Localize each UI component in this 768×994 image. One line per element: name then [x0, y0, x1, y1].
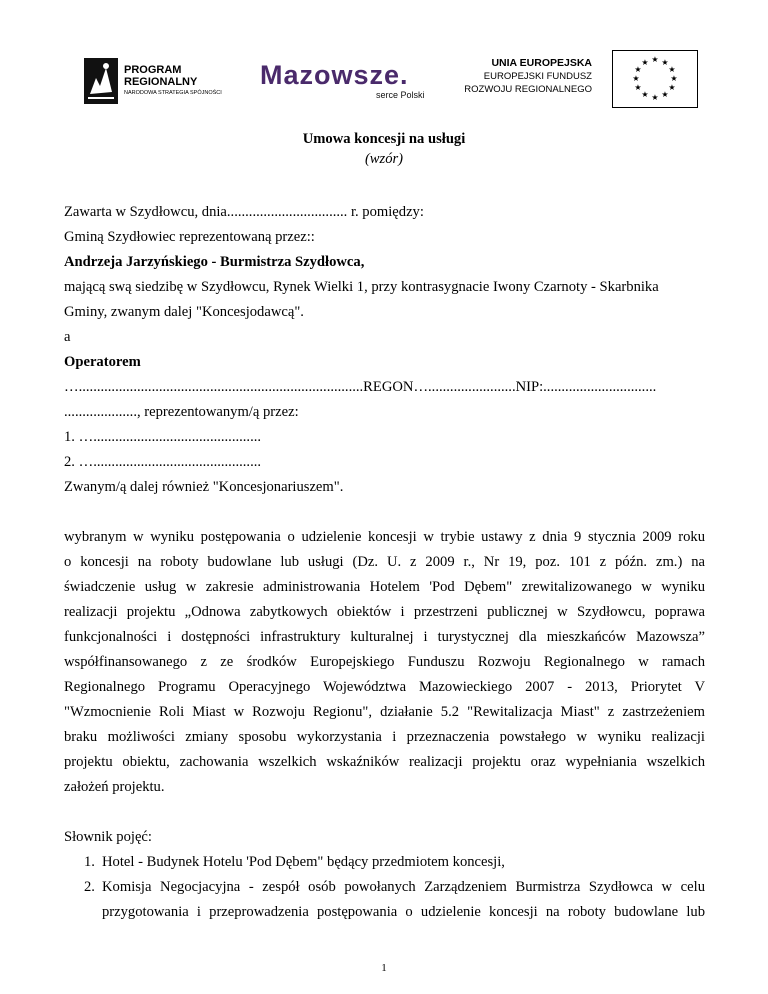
eu-line1: UNIA EUROPEJSKA — [491, 57, 592, 69]
body-line: funkcjonalności i dostępności infrastruktury kulturalnej i turystycznej dla mieszkańców Mazowsza” — [64, 629, 705, 645]
svg-text:★: ★ — [634, 65, 642, 74]
body-line: wybranym w wyniku postępowania o udzielenie koncesji w trybie ustawy z dnia 9 stycznia 2009 roku — [64, 529, 705, 545]
svg-text:★: ★ — [661, 90, 669, 99]
intro-line-10: 1. ….............................................. — [64, 429, 262, 445]
body-line: braku możliwości zmiany sposobu wykorzystania i przeznaczenia powstałego w wyniku realizacji — [64, 729, 705, 745]
glossary-item-number: 2. — [84, 879, 95, 895]
body-line: świadczenie usług w zakresie administrowania Hotelem 'Pod Dębem" zrewitalizowanego w wyniku — [64, 579, 705, 595]
document-title: Umowa koncesji na usługi — [302, 131, 466, 147]
glossary-item-text: przygotowania i przeprowadzenia postępowania o udzielenie koncesji na roboty budowlane lub — [102, 904, 705, 920]
body-line: o koncesji na roboty budowlane lub usługi (Dz. U. z 2009 r., Nr 19, poz. 101 z późn. zm.) na — [64, 554, 705, 570]
intro-line-3: Andrzeja Jarzyńskiego - Burmistrza Szydłowca, — [64, 254, 365, 270]
header-logos — [84, 46, 700, 114]
page-number: 1 — [381, 962, 387, 974]
body-line: "Wzmocnienie Roli Miast w Rozwoju Regionu", działanie 5.2 "Rewitalizacja Miast" z zastrzeżeniem — [64, 704, 705, 720]
eu-text-block — [454, 56, 592, 104]
intro-line-12: Zwanym/ą dalej również "Koncesjonariuszem". — [64, 479, 344, 495]
intro-line-6: a — [64, 329, 71, 345]
svg-text:★: ★ — [632, 74, 640, 83]
svg-text:★: ★ — [651, 93, 659, 102]
program-line3: NARODOWA STRATEGIA SPÓJNOŚCI — [124, 90, 222, 96]
program-regionalny-logo — [84, 58, 234, 104]
svg-text:★: ★ — [651, 55, 659, 64]
eu-line3: ROZWOJU REGIONALNEGO — [464, 84, 592, 95]
intro-line-9: ...................., reprezentowanym/ą przez: — [64, 404, 299, 420]
intro-line-7: Operatorem — [64, 354, 141, 370]
body-line: Regionalnego Programu Operacyjnego Województwa Mazowieckiego 2007 - 2013, Priorytet V — [64, 679, 705, 695]
mazowsze-tagline: serce Polski — [376, 90, 425, 100]
intro-line-2: Gminą Szydłowiec reprezentowaną przez:: — [64, 229, 315, 245]
program-line1: PROGRAM — [124, 64, 182, 76]
svg-text:★: ★ — [641, 58, 649, 67]
eu-line2: EUROPEJSKI FUNDUSZ — [483, 71, 592, 82]
mazowsze-wordmark: Mazowsze. — [260, 60, 409, 90]
glossary-item-number: 1. — [84, 854, 95, 870]
body-line: realizacji projektu „Odnowa zabytkowych obiektów i przestrzeni publicznej w Szydłowcu, poprawa — [64, 604, 705, 620]
svg-text:★: ★ — [670, 74, 678, 83]
program-regionalny-icon — [84, 58, 118, 104]
glossary-item-text: Komisja Negocjacyjna - zespół osób powołanych Zarządzeniem Burmistrza Szydłowca w celu — [102, 879, 705, 895]
glossary-item-text: Hotel - Budynek Hotelu 'Pod Dębem" będący przedmiotem koncesji, — [102, 854, 505, 870]
intro-line-5: Gminy, zwanym dalej "Koncesjodawcą". — [64, 304, 304, 320]
svg-text:★: ★ — [641, 90, 649, 99]
body-line: współfinansowanego z ze środków Europejskiego Funduszu Rozwoju Regionalnego w ramach — [64, 654, 705, 670]
mazowsze-logo — [260, 60, 450, 106]
program-line2: REGIONALNY — [124, 76, 198, 88]
intro-line-11: 2. ….............................................. — [64, 454, 262, 470]
intro-line-1: Zawarta w Szydłowcu, dnia................................. r. pomiędzy: — [64, 204, 424, 220]
intro-line-8: …..............................................................................REGON…........................NIP:............................... — [64, 379, 657, 395]
svg-text:★: ★ — [661, 58, 669, 67]
body-line: założeń projektu. — [64, 779, 165, 795]
glossary-heading: Słownik pojęć: — [64, 829, 152, 845]
body-line: projektu obiektu, zachowania wszelkich wskaźników realizacji projektu oraz wypełniania wszelkich — [64, 754, 705, 770]
eu-flag-icon — [612, 50, 698, 108]
svg-text:★: ★ — [668, 83, 676, 92]
svg-text:★: ★ — [634, 83, 642, 92]
intro-line-4: mającą swą siedzibę w Szydłowcu, Rynek Wielki 1, przy kontrasygnacie Iwony Czarnoty - Skarbnika — [64, 279, 659, 295]
svg-text:★: ★ — [668, 65, 676, 74]
document-subtitle: (wzór) — [364, 151, 404, 167]
